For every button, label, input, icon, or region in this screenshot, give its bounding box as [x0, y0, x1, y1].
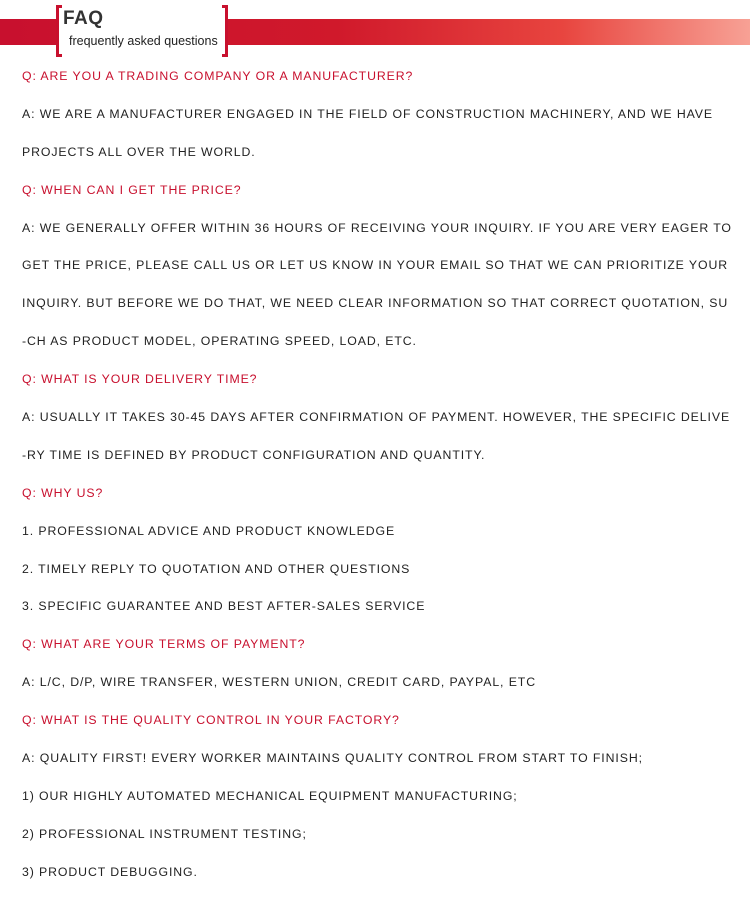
- faq-answer-line: -RY TIME IS DEFINED BY PRODUCT CONFIGURATION AND QUANTITY.: [22, 447, 486, 462]
- right-bracket: [222, 5, 228, 57]
- faq-answer-line: 2) PROFESSIONAL INSTRUMENT TESTING;: [22, 826, 307, 841]
- faq-answer-line: -CH AS PRODUCT MODEL, OPERATING SPEED, LOAD, ETC.: [22, 334, 417, 349]
- faq-question: Q: WHAT IS THE QUALITY CONTROL IN YOUR FACTORY?: [22, 713, 400, 728]
- faq-answer-line: A: WE ARE A MANUFACTURER ENGAGED IN THE FIELD OF CONSTRUCTION MACHINERY, AND WE HAVE: [22, 106, 713, 121]
- faq-answer-line: INQUIRY. BUT BEFORE WE DO THAT, WE NEED CLEAR INFORMATION SO THAT CORRECT QUOTATION, SU: [22, 296, 729, 311]
- faq-question: Q: WHEN CAN I GET THE PRICE?: [22, 182, 242, 197]
- faq-answer-line: 1. PROFESSIONAL ADVICE AND PRODUCT KNOWLEDGE: [22, 523, 396, 538]
- faq-content: [22, 66, 744, 900]
- faq-answer-line: GET THE PRICE, PLEASE CALL US OR LET US KNOW IN YOUR EMAIL SO THAT WE CAN PRIORITIZE YOUR: [22, 258, 729, 273]
- faq-answer-line: 3. SPECIFIC GUARANTEE AND BEST AFTER-SALES SERVICE: [22, 599, 426, 614]
- faq-subtitle: frequently asked questions: [69, 34, 218, 48]
- faq-answer-line: 3) PRODUCT DEBUGGING.: [22, 864, 198, 879]
- faq-answer-line: 2. TIMELY REPLY TO QUOTATION AND OTHER QUESTIONS: [22, 561, 411, 576]
- left-bracket: [56, 5, 62, 57]
- faq-answer-line: A: USUALLY IT TAKES 30-45 DAYS AFTER CONFIRMATION OF PAYMENT. HOWEVER, THE SPECIFIC DELIVE: [22, 410, 731, 425]
- faq-title-box: [56, 5, 228, 57]
- faq-answer-line: PROJECTS ALL OVER THE WORLD.: [22, 144, 256, 159]
- faq-question: Q: WHAT ARE YOUR TERMS OF PAYMENT?: [22, 637, 306, 652]
- faq-question: Q: WHY US?: [22, 485, 104, 500]
- faq-answer-line: A: WE GENERALLY OFFER WITHIN 36 HOURS OF RECEIVING YOUR INQUIRY. IF YOU ARE VERY EAGER TO: [22, 220, 732, 235]
- faq-title: FAQ: [63, 8, 104, 29]
- faq-banner: [0, 0, 750, 60]
- faq-question: Q: WHAT IS YOUR DELIVERY TIME?: [22, 372, 258, 387]
- faq-answer-line: A: QUALITY FIRST! EVERY WORKER MAINTAINS QUALITY CONTROL FROM START TO FINISH;: [22, 751, 643, 766]
- faq-answer-line: A: L/C, D/P, WIRE TRANSFER, WESTERN UNION, CREDIT CARD, PAYPAL, ETC: [22, 675, 536, 690]
- faq-question: Q: ARE YOU A TRADING COMPANY OR A MANUFACTURER?: [22, 69, 414, 83]
- faq-answer-line: 1) OUR HIGHLY AUTOMATED MECHANICAL EQUIPMENT MANUFACTURING;: [22, 788, 518, 803]
